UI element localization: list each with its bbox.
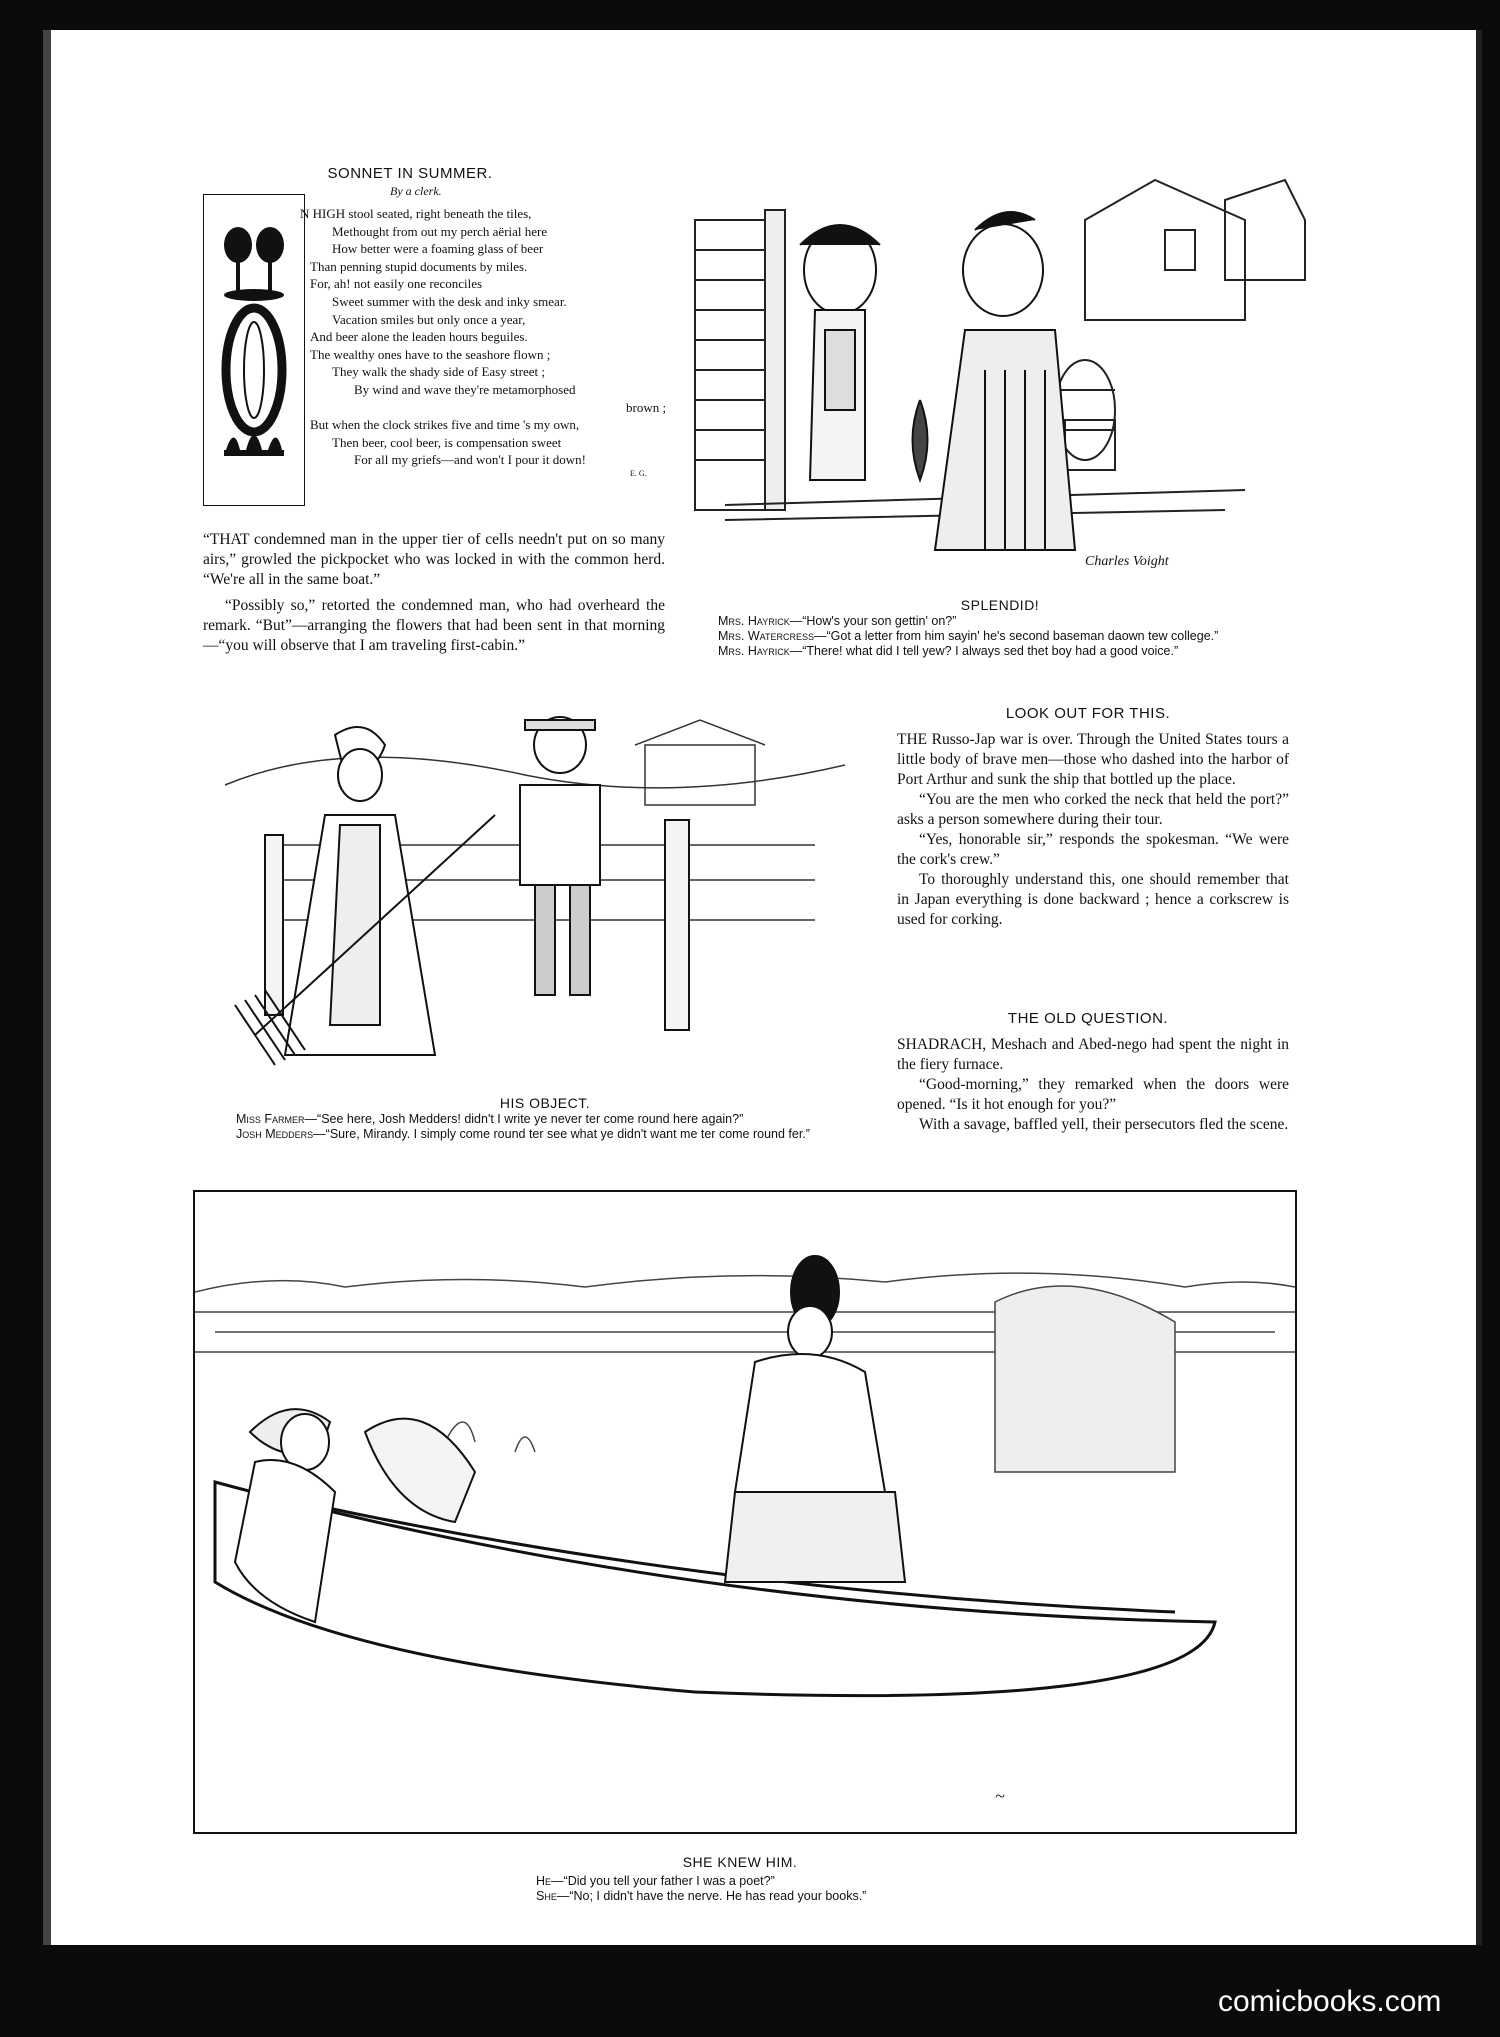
watermark: comicbooks.com xyxy=(1218,1985,1442,2018)
sonnet-line: For, ah! not easily one reconciles xyxy=(310,276,483,292)
sonnet-line: And beer alone the leaden hours beguiles. xyxy=(310,329,528,345)
dialogue: —“See here, Josh Medders! didn't I write ye never ter come round here again?” xyxy=(304,1112,744,1126)
splendid-illustration xyxy=(685,160,1325,590)
speaker: Josh Medders xyxy=(236,1127,314,1141)
sonnet-line: Vacation smiles but only once a year, xyxy=(332,311,526,327)
his-object-title: HIS OBJECT. xyxy=(499,1095,591,1111)
dialogue: —“Did you tell your father I was a poet?” xyxy=(551,1874,775,1888)
caption-line xyxy=(206,1127,886,1142)
look-out-paragraph: “You are the men who corked the neck that held the port?” asks a person somewhere during their tour. xyxy=(897,791,1289,828)
dialogue: —“Sure, Mirandy. I simply come round ter see what ye didn't want me ter come round fer.” xyxy=(313,1127,810,1141)
sonnet-byline: By a clerk. xyxy=(390,184,442,198)
sonnet-line: For all my griefs—and won't I pour it down! xyxy=(354,452,586,468)
dialogue: —“Got a letter from him sayin' he's second baseman daown tew college.” xyxy=(814,629,1219,643)
sonnet-line: How better were a foaming glass of beer xyxy=(332,241,544,257)
look-out-paragraph: “Yes, honorable sir,” responds the spokesman. “We were the cork's crew.” xyxy=(897,831,1289,868)
artist-signature: Charles Voight xyxy=(1085,554,1169,569)
old-question-title: THE OLD QUESTION. xyxy=(1007,1010,1169,1027)
look-out-story xyxy=(897,730,1289,930)
condemned-paragraph: “THAT condemned man in the upper tier of cells needn't put on so many airs,” growled the pickpocket who was locked in with the common herd. “We're all in the same boat.” xyxy=(203,531,665,588)
dialogue: —“How's your son gettin' on?” xyxy=(789,614,957,628)
caption-line xyxy=(536,1874,1036,1889)
sonnet-signature: E. G. xyxy=(630,468,647,478)
sonnet-line: brown ; xyxy=(626,399,667,415)
sonnet-line: They walk the shady side of Easy street ; xyxy=(332,364,545,380)
his-object-illustration xyxy=(205,705,865,1090)
caption-line xyxy=(688,644,1288,659)
caption-line xyxy=(536,1889,1036,1904)
sonnet-line: Than penning stupid documents by miles. xyxy=(310,258,528,274)
sonnet-title: SONNET IN SUMMER. xyxy=(327,165,493,182)
splendid-caption xyxy=(688,614,1288,659)
caption-line xyxy=(688,629,1288,644)
sonnet-body xyxy=(300,205,670,478)
page-edge-right xyxy=(1476,30,1482,1945)
splendid-title: SPLENDID! xyxy=(960,597,1040,613)
speaker: Miss Farmer xyxy=(236,1112,305,1126)
look-out-paragraph: THE Russo-Jap war is over. Through the United States tours a little body of brave men—those who dashed into the harbor of Port Arthur and sunk the ship that bottled up the place. xyxy=(897,731,1289,788)
old-question-paragraph: With a savage, baffled yell, their persecutors fled the scene. xyxy=(919,1116,1289,1133)
she-knew-him-illustration xyxy=(193,1190,1297,1834)
dialogue: —“No; I didn't have the nerve. He has read your books.” xyxy=(556,1889,867,1903)
speaker: Mrs. Watercress xyxy=(718,629,815,643)
speaker: He xyxy=(536,1874,552,1888)
his-object-caption xyxy=(206,1112,886,1142)
old-question-paragraph: SHADRACH, Meshach and Abed-nego had spent the night in the fiery furnace. xyxy=(897,1036,1289,1073)
page-edge-left xyxy=(43,30,51,1945)
sonnet-line: Sweet summer with the desk and inky smear. xyxy=(332,293,567,309)
she-knew-him-title: SHE KNEW HIM. xyxy=(682,1854,798,1870)
speaker: Mrs. Hayrick xyxy=(718,614,790,628)
look-out-title: LOOK OUT FOR THIS. xyxy=(1005,705,1171,722)
she-knew-him-caption xyxy=(536,1874,1036,1904)
speaker: Mrs. Hayrick xyxy=(718,644,790,658)
condemned-story xyxy=(203,530,665,656)
old-question-story xyxy=(897,1035,1289,1135)
sonnet-line: But when the clock strikes five and time 's my own, xyxy=(310,417,580,433)
look-out-paragraph: To thoroughly understand this, one should remember that in Japan everything is done backward ; hence a corkscrew is used for corking. xyxy=(897,871,1289,928)
sonnet-line: By wind and wave they're metamorphosed xyxy=(354,381,576,397)
old-question-paragraph: “Good-morning,” they remarked when the doors were opened. “Is it hot enough for you?” xyxy=(897,1076,1289,1113)
speaker: She xyxy=(536,1889,557,1903)
svg-text:~: ~ xyxy=(995,1786,1005,1806)
sonnet-line: Then beer, cool beer, is compensation sweet xyxy=(332,434,562,450)
dialogue: —“There! what did I tell yew? I always sed thet boy had a good voice.” xyxy=(789,644,1179,658)
sonnet-line: The wealthy ones have to the seashore flown ; xyxy=(310,346,551,362)
sonnet-line: N HIGH stool seated, right beneath the tiles, xyxy=(300,206,532,221)
sonnet-line: Methought from out my perch aërial here xyxy=(332,223,548,239)
caption-line xyxy=(206,1112,886,1127)
caption-line xyxy=(688,614,1288,629)
condemned-paragraph: “Possibly so,” retorted the condemned man, who had overheard the remark. “But”—arranging the flowers that had been sent in that morning—“you will observe that I am traveling first-cabin.” xyxy=(203,597,665,654)
ornamental-initial-o xyxy=(203,194,305,506)
